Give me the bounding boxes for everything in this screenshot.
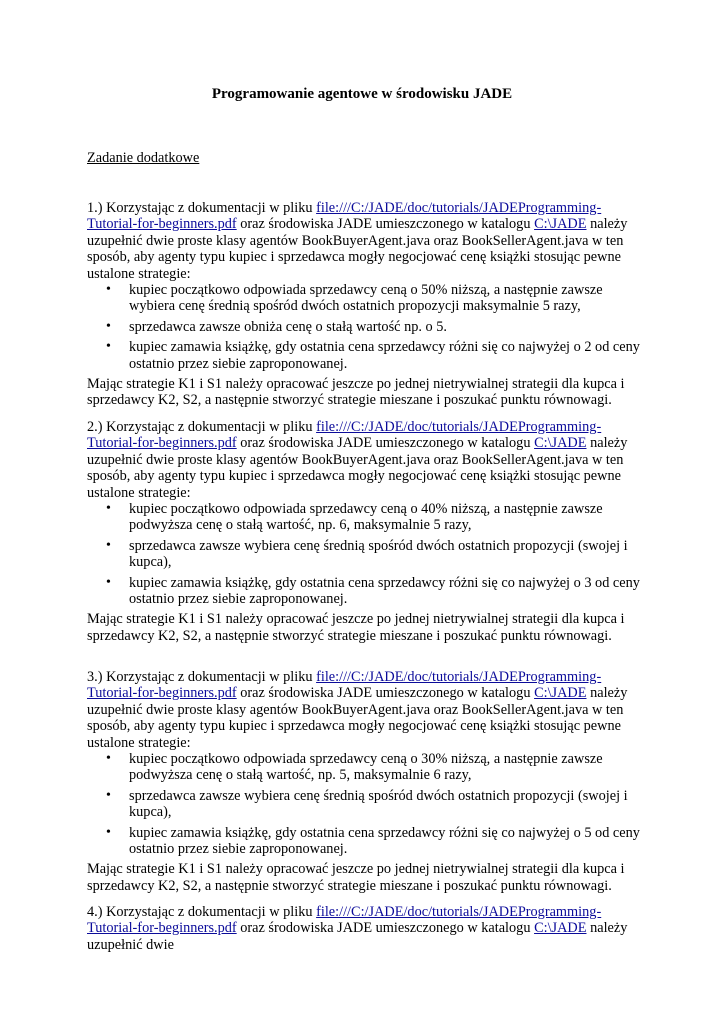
list-item: • kupiec początkowo odpowiada sprzedawcy ceną o 50% niższą, a następnie zawsze wybiera cenę średnią spośród dwóch ostatnich propozycji maksymalnie 5 razy, [87, 282, 647, 315]
task-number: 2.) [87, 419, 103, 435]
task-intro [87, 419, 647, 501]
task-closing: Mając strategie K1 i S1 należy opracować jeszcze po jednej nietrywialnej strategii dla kupca i sprzedawcy K2, S2, a następnie stworzyć strategie mieszane i poszukać punktu równowagi. [87, 861, 625, 894]
task-closing: Mając strategie K1 i S1 należy opracować jeszcze po jednej nietrywialnej strategii dla kupca i sprzedawcy K2, S2, a następnie stworzyć strategie mieszane i poszukać punktu równowagi. [87, 376, 625, 409]
tutorial-link[interactable]: file:///C:/JADE/doc/tutorials/JADEProgramming-Tutorial-for-beginners.pdf [87, 200, 602, 233]
intro-text: oraz środowiska JADE umieszczonego w katalogu [240, 216, 531, 233]
intro-text: należy uzupełnić dwie [87, 920, 628, 953]
intro-text: oraz środowiska JADE umieszczonego w katalogu [240, 435, 531, 452]
jade-dir-link[interactable]: C:\JADE [534, 435, 587, 452]
strategy-list [87, 501, 647, 607]
list-item: • kupiec zamawia książkę, gdy ostatnia cena sprzedawcy różni się co najwyżej o 2 od ceny ostatnio przez siebie zaproponowanej. [87, 339, 647, 372]
page-subtitle: Zadanie dodatkowe [87, 150, 200, 166]
task-number: 3.) [87, 669, 103, 685]
task-1 [87, 200, 647, 409]
task-closing: Mając strategie K1 i S1 należy opracować jeszcze po jednej nietrywialnej strategii dla kupca i sprzedawcy K2, S2, a następnie stworzyć strategie mieszane i poszukać punktu równowagi. [87, 611, 625, 644]
intro-text: oraz środowiska JADE umieszczonego w katalogu [240, 685, 531, 702]
tutorial-link[interactable]: file:///C:/JADE/doc/tutorials/JADEProgramming-Tutorial-for-beginners.pdf [87, 669, 602, 702]
task-3 [87, 669, 647, 894]
intro-text: należy uzupełnić dwie proste klasy agentów BookBuyerAgent.java oraz BookSellerAgent.java w ten sposób, aby agenty typu kupiec i sprzedawca mogły negocjować cenę książki stosując pewne ustalone strategie: [87, 216, 628, 282]
list-item: • kupiec zamawia książkę, gdy ostatnia cena sprzedawcy różni się co najwyżej o 5 od ceny ostatnio przez siebie zaproponowanej. [87, 825, 647, 858]
jade-dir-link[interactable]: C:\JADE [534, 685, 587, 702]
intro-text: Korzystając z dokumentacji w pliku [106, 669, 313, 685]
task-2 [87, 419, 647, 644]
task-intro [87, 200, 647, 282]
list-item: • kupiec początkowo odpowiada sprzedawcy ceną o 40% niższą, a następnie zawsze podwyższa cenę o stałą wartość, np. 6, maksymalnie 5 razy, [87, 501, 647, 534]
tutorial-link[interactable]: file:///C:/JADE/doc/tutorials/JADEProgramming-Tutorial-for-beginners.pdf [87, 419, 602, 452]
list-item: • sprzedawca zawsze wybiera cenę średnią spośród dwóch ostatnich propozycji (swojej i kupca), [87, 538, 647, 571]
task-number: 4.) [87, 904, 103, 920]
intro-text: Korzystając z dokumentacji w pliku [106, 200, 313, 216]
task-intro [87, 904, 647, 953]
jade-dir-link[interactable]: C:\JADE [534, 920, 587, 937]
page-title: Programowanie agentowe w środowisku JADE [211, 86, 513, 102]
intro-text: należy uzupełnić dwie proste klasy agentów BookBuyerAgent.java oraz BookSellerAgent.java w ten sposób, aby agenty typu kupiec i sprzedawca mogły negocjować cenę książki stosując pewne ustalone strategie: [87, 435, 628, 501]
jade-dir-link[interactable]: C:\JADE [534, 216, 587, 233]
intro-text: Korzystając z dokumentacji w pliku [106, 904, 313, 920]
list-item: • kupiec zamawia książkę, gdy ostatnia cena sprzedawcy różni się co najwyżej o 3 od ceny ostatnio przez siebie zaproponowanej. [87, 575, 647, 608]
strategy-list [87, 282, 647, 372]
intro-text: Korzystając z dokumentacji w pliku [106, 419, 313, 435]
intro-text: należy uzupełnić dwie proste klasy agentów BookBuyerAgent.java oraz BookSellerAgent.java w ten sposób, aby agenty typu kupiec i sprzedawca mogły negocjować cenę książki stosując pewne ustalone strategie: [87, 685, 628, 751]
list-item: • sprzedawca zawsze wybiera cenę średnią spośród dwóch ostatnich propozycji (swojej i kupca), [87, 788, 647, 821]
tutorial-link[interactable]: file:///C:/JADE/doc/tutorials/JADEProgramming-Tutorial-for-beginners.pdf [87, 904, 602, 937]
list-item: • kupiec początkowo odpowiada sprzedawcy ceną o 30% niższą, a następnie zawsze podwyższa cenę o stałą wartość, np. 5, maksymalnie 6 razy, [87, 751, 647, 784]
intro-text: oraz środowiska JADE umieszczonego w katalogu [240, 920, 531, 937]
task-number: 1.) [87, 200, 103, 216]
strategy-list [87, 751, 647, 857]
task-intro [87, 669, 647, 751]
list-item: • sprzedawca zawsze obniża cenę o stałą wartość np. o 5. [87, 319, 647, 335]
task-4 [87, 904, 647, 953]
